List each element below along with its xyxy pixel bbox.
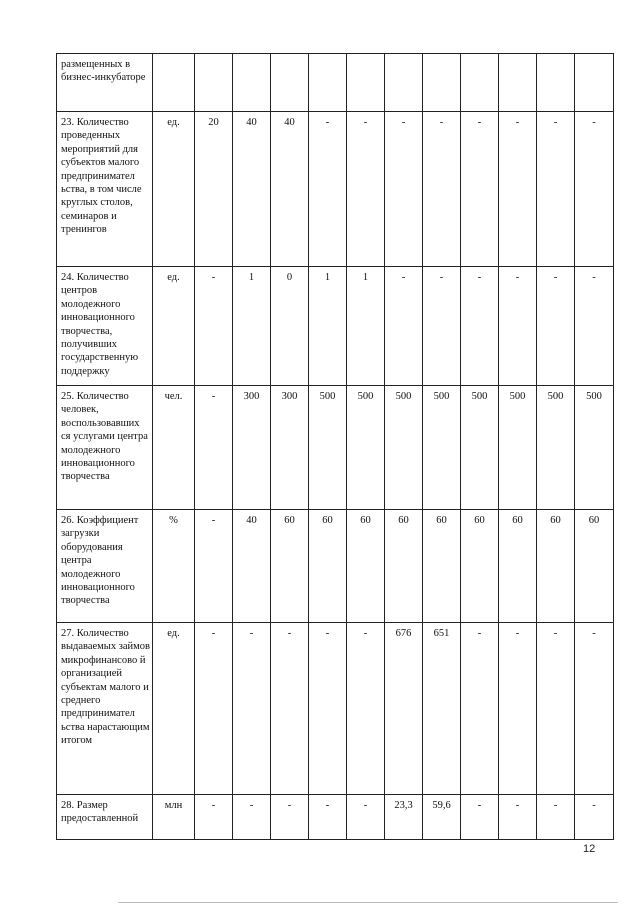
value-cell: - xyxy=(537,795,575,840)
value-cell: - xyxy=(233,795,271,840)
value-cell: 60 xyxy=(499,510,537,623)
value-cell xyxy=(233,54,271,112)
value-cell: 500 xyxy=(575,386,614,510)
unit-cell: млн xyxy=(153,795,195,840)
value-cell: - xyxy=(195,267,233,386)
value-cell: 60 xyxy=(271,510,309,623)
value-cell: 60 xyxy=(423,510,461,623)
table-row xyxy=(57,510,614,623)
value-cell: 500 xyxy=(347,386,385,510)
value-cell: 60 xyxy=(347,510,385,623)
value-cell: - xyxy=(537,267,575,386)
value-cell: - xyxy=(499,112,537,267)
value-cell: 500 xyxy=(385,386,423,510)
value-cell: - xyxy=(423,267,461,386)
unit-cell: ед. xyxy=(153,267,195,386)
value-cell xyxy=(461,54,499,112)
value-cell: - xyxy=(347,795,385,840)
value-cell: 40 xyxy=(233,112,271,267)
indicator-name-cell: 28. Размер предоставленной xyxy=(57,795,153,840)
value-cell: - xyxy=(461,267,499,386)
value-cell: 60 xyxy=(575,510,614,623)
value-cell: - xyxy=(195,386,233,510)
value-cell xyxy=(423,54,461,112)
value-cell: - xyxy=(461,623,499,795)
page-number: 12 xyxy=(583,843,596,855)
value-cell: 300 xyxy=(271,386,309,510)
value-cell: 500 xyxy=(537,386,575,510)
value-cell: - xyxy=(385,267,423,386)
value-cell: 500 xyxy=(423,386,461,510)
table-row xyxy=(57,267,614,386)
value-cell: - xyxy=(347,623,385,795)
value-cell: - xyxy=(461,112,499,267)
value-cell: - xyxy=(461,795,499,840)
value-cell: 676 xyxy=(385,623,423,795)
unit-cell: ед. xyxy=(153,623,195,795)
value-cell: 0 xyxy=(271,267,309,386)
indicator-name-cell: 26. Коэффициент загрузки оборудования центра молодежного инновационного творчества xyxy=(57,510,153,623)
value-cell: - xyxy=(537,623,575,795)
indicator-name-cell: 24. Количество центров молодежного инновационного творчества, получивших государственную поддержку xyxy=(57,267,153,386)
unit-cell: % xyxy=(153,510,195,623)
value-cell: 40 xyxy=(271,112,309,267)
value-cell: - xyxy=(575,623,614,795)
indicator-name-cell: 27. Количество выдаваемых займов микрофинансово й организацией субъектам малого и среднего предпринимател ьства нарастающим итогом xyxy=(57,623,153,795)
value-cell: 60 xyxy=(461,510,499,623)
table-row xyxy=(57,54,614,112)
value-cell: - xyxy=(309,112,347,267)
value-cell: - xyxy=(575,795,614,840)
value-cell xyxy=(347,54,385,112)
value-cell: - xyxy=(195,510,233,623)
value-cell: - xyxy=(309,623,347,795)
value-cell: - xyxy=(347,112,385,267)
value-cell: - xyxy=(499,267,537,386)
value-cell: 300 xyxy=(233,386,271,510)
indicator-name-cell: 23. Количество проведенных мероприятий для субъектов малого предпринимател ьства, в том числе круглых столов, семинаров и тренингов xyxy=(57,112,153,267)
value-cell xyxy=(385,54,423,112)
table-row xyxy=(57,795,614,840)
value-cell: - xyxy=(575,112,614,267)
value-cell: 651 xyxy=(423,623,461,795)
value-cell xyxy=(499,54,537,112)
value-cell: 500 xyxy=(499,386,537,510)
value-cell xyxy=(575,54,614,112)
indicator-name-cell: размещенных в бизнес-инкубаторе xyxy=(57,54,153,112)
value-cell: - xyxy=(537,112,575,267)
value-cell xyxy=(195,54,233,112)
value-cell xyxy=(537,54,575,112)
value-cell: - xyxy=(575,267,614,386)
value-cell: 23,3 xyxy=(385,795,423,840)
indicator-name-cell: 25. Количество человек, воспользовавших ся услугами центра молодежного инновационного творчества xyxy=(57,386,153,510)
unit-cell: чел. xyxy=(153,386,195,510)
value-cell: 500 xyxy=(461,386,499,510)
scan-edge-line xyxy=(118,902,618,903)
value-cell: - xyxy=(195,623,233,795)
value-cell xyxy=(271,54,309,112)
value-cell: 500 xyxy=(309,386,347,510)
value-cell: - xyxy=(271,623,309,795)
value-cell: - xyxy=(385,112,423,267)
value-cell: 40 xyxy=(233,510,271,623)
value-cell: - xyxy=(271,795,309,840)
value-cell: 1 xyxy=(233,267,271,386)
value-cell: 60 xyxy=(537,510,575,623)
value-cell: 20 xyxy=(195,112,233,267)
table-row xyxy=(57,386,614,510)
value-cell: 1 xyxy=(309,267,347,386)
indicators-table xyxy=(56,53,614,840)
value-cell: - xyxy=(195,795,233,840)
value-cell: - xyxy=(309,795,347,840)
table-row xyxy=(57,112,614,267)
value-cell: - xyxy=(233,623,271,795)
value-cell: 60 xyxy=(309,510,347,623)
table-row xyxy=(57,623,614,795)
value-cell: 60 xyxy=(385,510,423,623)
value-cell: - xyxy=(499,795,537,840)
value-cell: 1 xyxy=(347,267,385,386)
value-cell: - xyxy=(499,623,537,795)
unit-cell: ед. xyxy=(153,112,195,267)
value-cell: 59,6 xyxy=(423,795,461,840)
unit-cell xyxy=(153,54,195,112)
value-cell: - xyxy=(423,112,461,267)
value-cell xyxy=(309,54,347,112)
